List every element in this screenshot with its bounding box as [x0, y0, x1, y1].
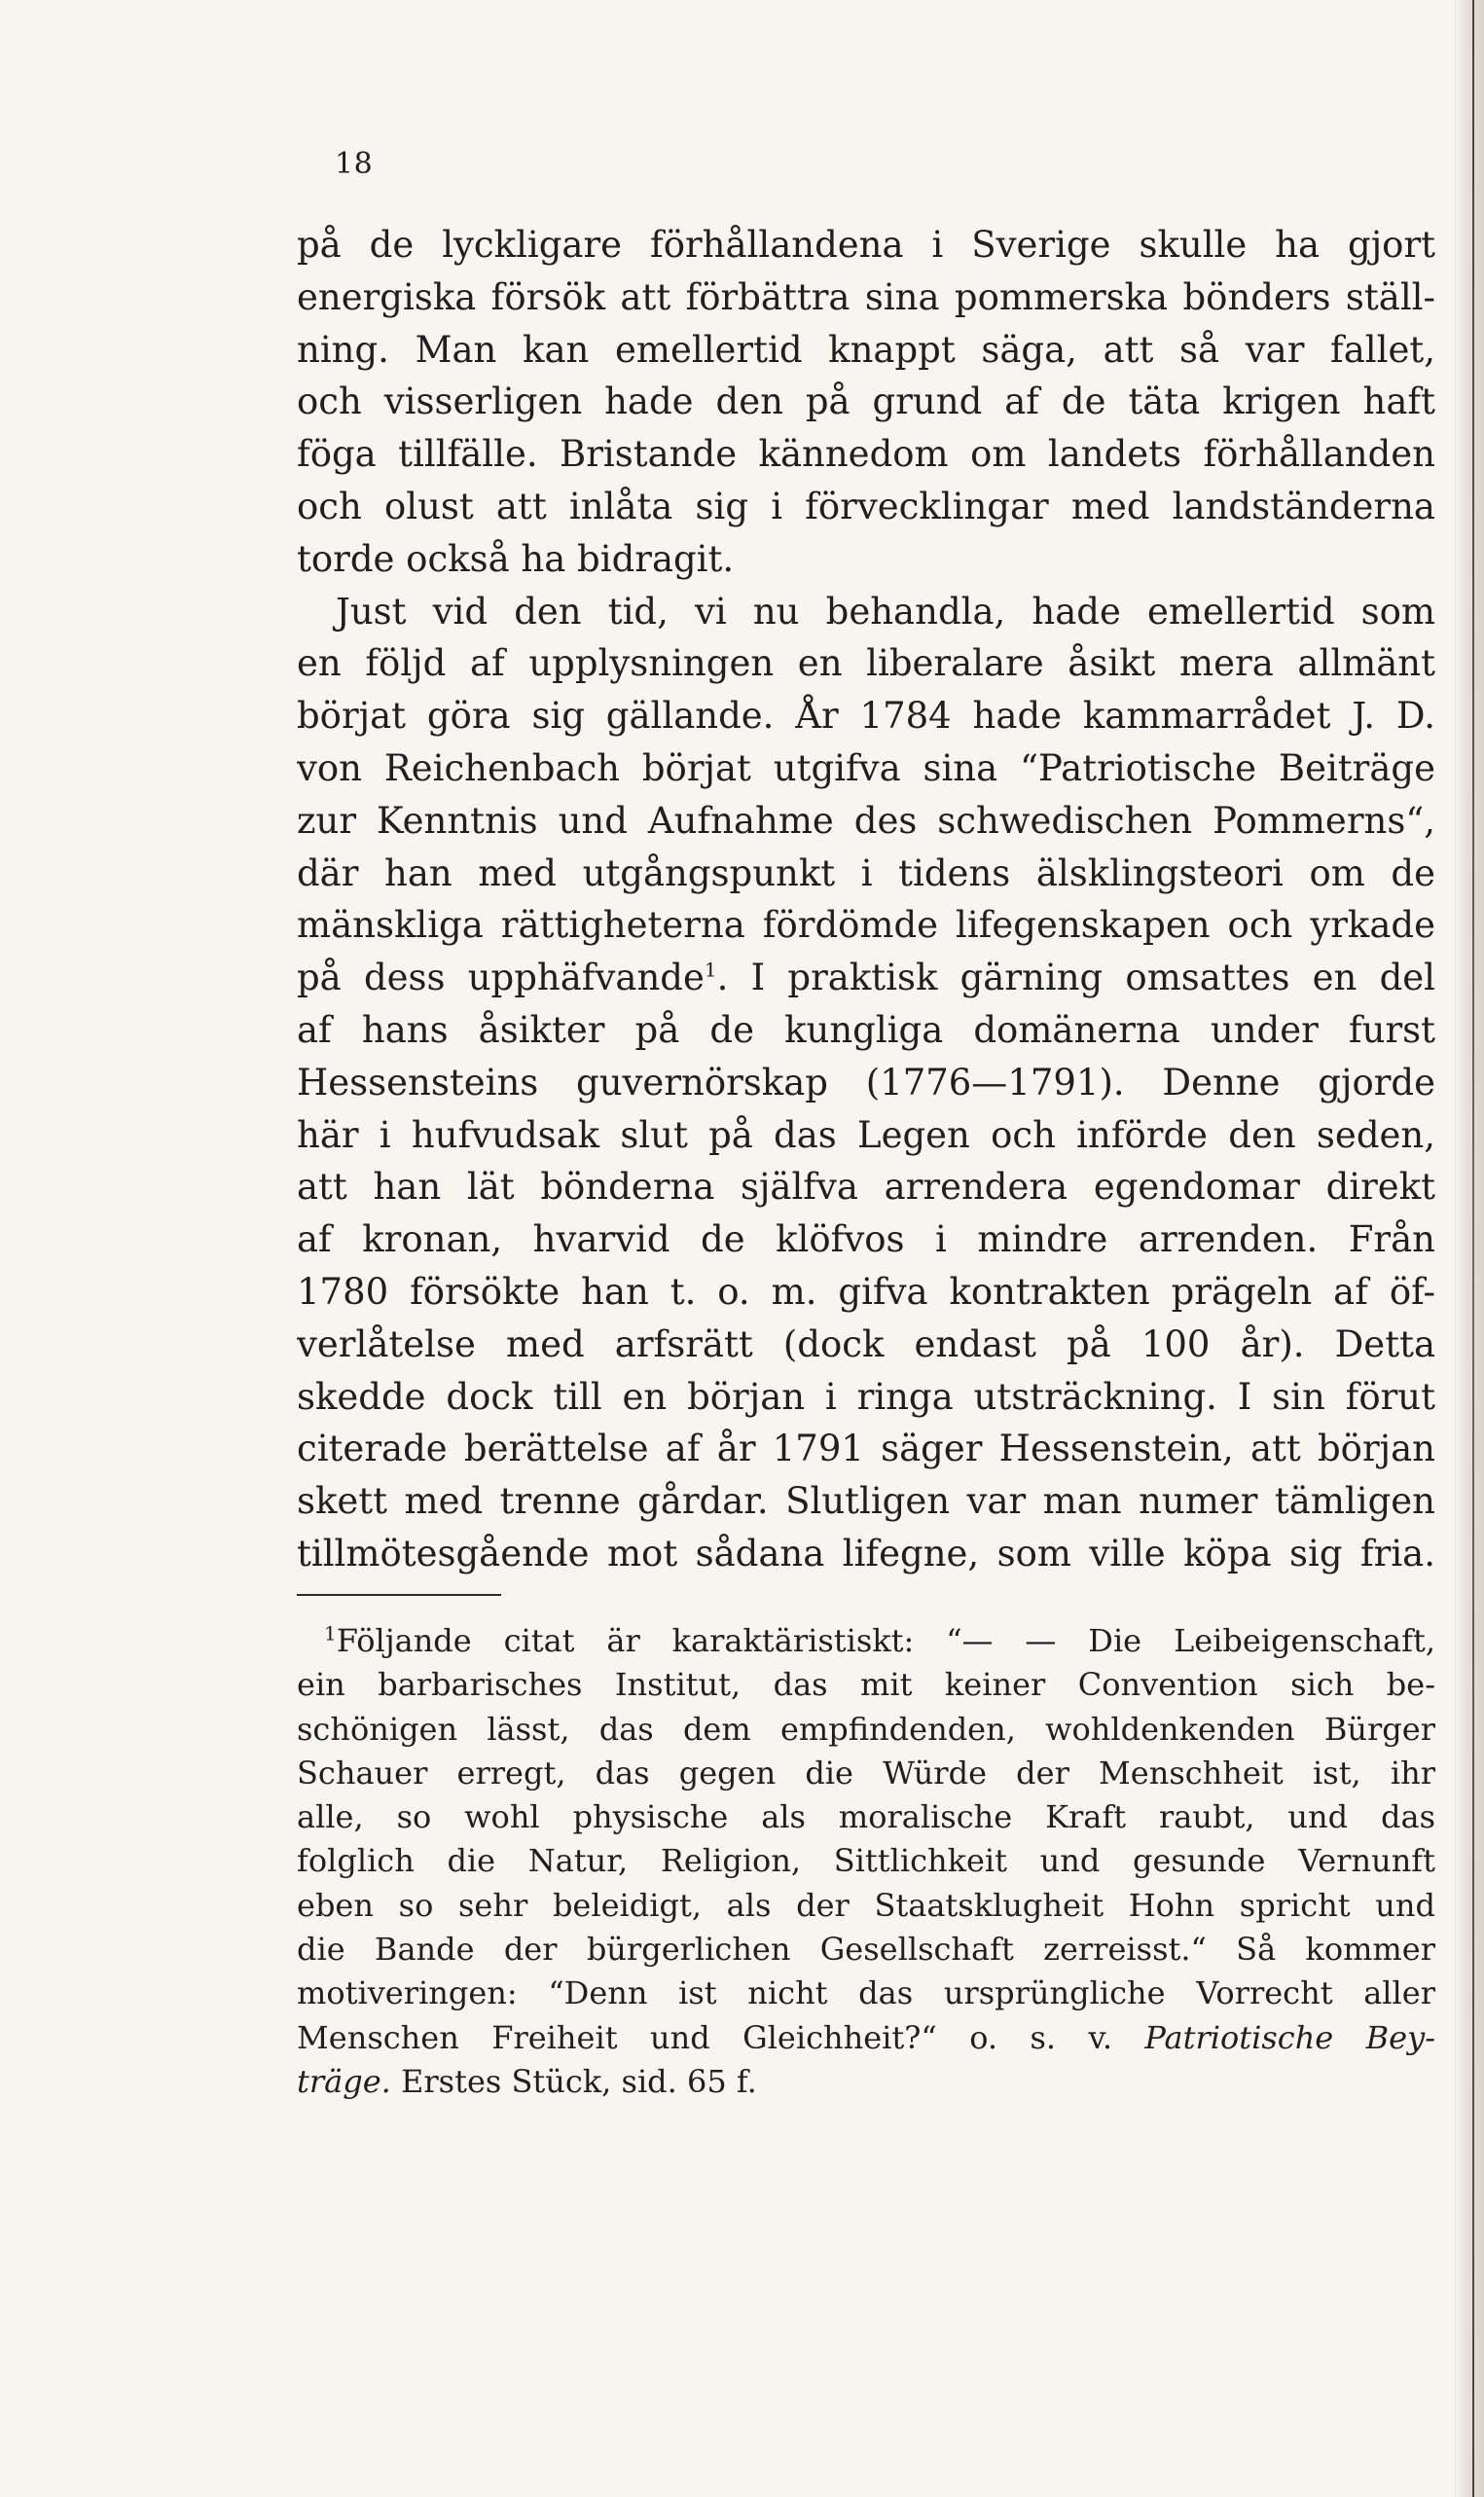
footnote-line [297, 1619, 1435, 1663]
main-text-line: Hessensteins guvernörskap (1776—1791). Denne gjorde [297, 1061, 1435, 1104]
main-text-line: verlåtelse med arfsrätt (dock endast på 100 år). Detta [297, 1322, 1435, 1365]
footnote-line [297, 2060, 1435, 2104]
footnote-line: ein barbarisches Institut, das mit keiner Convention sich be- [297, 1666, 1435, 1704]
main-text-segment: på dess upphäfvande [297, 957, 705, 999]
citation-title: träge. [297, 2062, 391, 2100]
page-edge [1455, 0, 1484, 2497]
main-text-line: att han lät bönderna själfva arrendera egendomar direkt [297, 1166, 1435, 1209]
footnote-line: eben so sehr beleidigt, als der Staatsklugheit Hohn spricht und [297, 1886, 1435, 1924]
main-text-line: citerade berättelse af år 1791 säger Hessenstein, att början [297, 1428, 1435, 1470]
footnote-line: alle, so wohl physische als moralische Kraft raubt, und das [297, 1798, 1435, 1836]
page-edge-line [1472, 0, 1474, 2497]
footnote-reference: 1 [704, 958, 717, 982]
main-text-line: tillmötesgående mot sådana lifegne, som ville köpa sig fria. [297, 1532, 1435, 1574]
footnote-line: folglich die Natur, Religion, Sittlichkeit und gesunde Vernunft [297, 1842, 1435, 1880]
footnote-line: motiveringen: “Denn ist nicht das ursprüngliche Vorrecht aller [297, 1974, 1435, 2012]
main-text-line: 1780 försökte han t. o. m. gifva kontrakten prägeln af öf- [297, 1270, 1435, 1313]
main-text-line: skedde dock till en början i ringa utsträckning. I sin förut [297, 1375, 1435, 1418]
main-text-line: mänskliga rättigheterna fördömde lifegenskapen och yrkade [297, 904, 1435, 947]
main-text-line: en följd af upplysningen en liberalare åsikt mera allmänt [297, 642, 1435, 685]
footnote [297, 1619, 1435, 2104]
main-text-line: och visserligen hade den på grund af de täta krigen haft [297, 380, 1435, 423]
main-text-line: af kronan, hvarvid de klöfvos i mindre arrenden. Från [297, 1218, 1435, 1261]
main-text-line: skett med trenne gårdar. Slutligen var man numer tämligen [297, 1480, 1435, 1523]
page-number: 18 [335, 147, 374, 181]
main-text-line: von Reichenbach börjat utgifva sina “Patriotische Beiträge [297, 746, 1435, 789]
main-text-line: föga tillfälle. Bristande kännedom om landets förhållanden [297, 433, 1435, 476]
main-text-line: torde också ha bidragit. [297, 537, 735, 580]
footnote-separator [297, 1594, 501, 1596]
main-text-line: på de lyckligare förhållandena i Sverige skulle ha gjort [297, 224, 1435, 266]
main-text-line: energiska försök att förbättra sina pommerska bönders ställ- [297, 275, 1435, 318]
main-text-segment: . I praktisk gärning omsattes en del [716, 957, 1435, 999]
main-text-line-with-footnote [297, 952, 1435, 1004]
main-text-line: ning. Man kan emellertid knappt säga, att så var fallet, [297, 328, 1435, 371]
footnote-line [297, 2016, 1435, 2060]
main-body-text [297, 219, 1435, 1580]
main-text-line: zur Kenntnis und Aufnahme des schwedischen Pommerns“, [297, 799, 1435, 842]
footnote-text: Menschen Freiheit und Gleichheit?“ o. s. v. [297, 2018, 1112, 2056]
footnote-text: Följande citat är karaktäristiskt: “— — Die Leibeigenschaft, [336, 1622, 1435, 1659]
citation-title: Patriotische Bey- [1144, 2018, 1435, 2056]
main-text-line: och olust att inlåta sig i förvecklingar med landständerna [297, 485, 1435, 527]
footnote-line: Schauer erregt, das gegen die Würde der Menschheit ist, ihr [297, 1754, 1435, 1791]
main-text-line: där han med utgångspunkt i tidens älsklingsteori om de [297, 851, 1435, 894]
footnote-line: die Bande der bürgerlichen Gesellschaft zerreisst.“ Så kommer [297, 1931, 1435, 1969]
citation-rest: Erstes Stück, sid. 65 f. [390, 2062, 757, 2100]
main-text-line: af hans åsikter på de kungliga domänerna under furst [297, 1008, 1435, 1051]
footnote-line: schönigen lässt, das dem empfindenden, wohldenkenden Bürger [297, 1710, 1435, 1748]
main-text-line: börjat göra sig gällande. År 1784 hade kammarrådet J. D. [297, 695, 1435, 738]
main-text-line: här i hufvudsak slut på das Legen och införde den seden, [297, 1113, 1435, 1156]
main-text-line: Just vid den tid, vi nu behandla, hade emellertid som [336, 590, 1435, 633]
footnote-marker: 1 [324, 1621, 337, 1646]
